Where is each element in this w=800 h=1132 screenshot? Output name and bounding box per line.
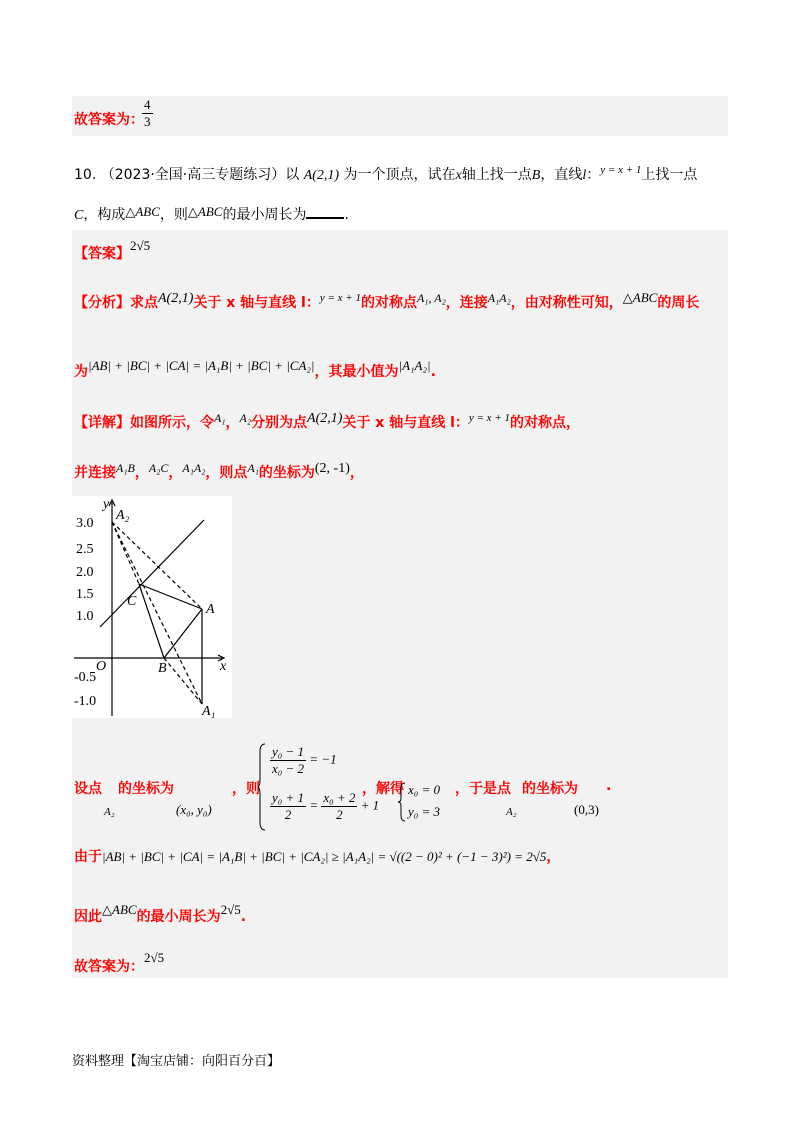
solve-coord: (x₀, y₀) <box>176 802 212 817</box>
analysis-t1: 关于 x 轴与直线 l： <box>193 295 320 311</box>
tick-2-5: 2.5 <box>76 542 94 557</box>
solution-x0: x₀ = 0 <box>408 782 441 797</box>
label-b: B <box>158 661 167 676</box>
solve-t4: ，解得 <box>362 781 404 797</box>
answer-line <box>74 238 150 263</box>
eq1-rhs: = −1 <box>309 751 337 767</box>
eq2-num2: x₀ + 2 <box>323 790 356 805</box>
q-text-9: . <box>344 207 349 223</box>
hence-tri: △ABC <box>102 902 137 917</box>
hence-val: 2√5 <box>220 902 241 917</box>
analysis-point-a: A(2,1) <box>158 291 194 306</box>
tick-neg-0-5: -0.5 <box>74 670 97 685</box>
detail-line-eq: y = x + 1 <box>468 412 510 424</box>
analysis-seg: A₁A₂ <box>487 291 511 305</box>
equation-1 <box>270 744 337 777</box>
point-a: A(2,1) <box>303 168 340 183</box>
tick-1-0: 1.0 <box>76 609 94 624</box>
detail-t4: 并连接 <box>74 465 116 481</box>
solve-t5: ，于是点 <box>455 781 511 797</box>
solve-a2b: A₂ <box>506 806 517 818</box>
eq2-den2: 2 <box>336 807 343 822</box>
prev-answer-label: 故答案为： <box>74 112 144 128</box>
hence-line <box>74 896 246 931</box>
analysis-eq: |AB| + |BC| + |CA| = |A₁B| + |BC| + |CA₂| <box>88 358 315 373</box>
solve-t6: 的坐标为 <box>522 781 578 797</box>
detail-t3: 的对称点， <box>510 415 580 431</box>
var-x: x <box>455 168 462 183</box>
analysis-t7: ，其最小值为 <box>314 364 399 380</box>
analysis-t4: ，由对称性可知， <box>510 295 623 311</box>
var-b: B <box>531 168 541 183</box>
question-number: 10. <box>74 167 97 183</box>
detail-coord: (2, -1) <box>314 461 350 476</box>
var-c: C <box>74 208 84 223</box>
solve-t7: . <box>606 778 612 794</box>
solve-a2: A₂ <box>104 806 115 818</box>
analysis-t5: 的周长 <box>657 295 700 311</box>
analysis-label: 【分析】求点 <box>74 295 158 311</box>
detail-t7: ， <box>349 465 364 481</box>
prev-answer-den: 3 <box>144 114 151 129</box>
analysis-tri: △ABC <box>622 290 658 305</box>
detail-t1: 分别为点 <box>251 415 308 431</box>
eq1-den: x₀ − 2 <box>272 761 305 776</box>
answer-blank <box>306 205 344 219</box>
analysis-line-eq: y = x + 1 <box>319 292 361 304</box>
eq2-num: y₀ + 1 <box>272 790 305 805</box>
analysis-points: A₁, A₂ <box>416 291 446 305</box>
since-line <box>74 846 560 866</box>
q-text-2: 轴上找一点 <box>461 167 532 183</box>
solve-t1: 设点 <box>74 781 102 797</box>
analysis-line1 <box>74 284 699 317</box>
eq1-num: y₀ − 1 <box>272 744 305 759</box>
since-t1: 由于 <box>74 849 102 865</box>
detail-a1b: A₁ <box>247 461 259 475</box>
hence-t1: 因此 <box>74 909 102 925</box>
page-footer: 资料整理【淘宝店铺：向阳百分百】 <box>72 1054 281 1069</box>
axis-label-x: x <box>220 659 227 674</box>
q-text-3: ，直线 <box>540 167 583 183</box>
since-t2: ， <box>546 849 561 865</box>
detail-seg3: A₁A₂ <box>182 461 206 475</box>
final-label: 故答案为： <box>74 959 144 975</box>
since-eq: |AB| + |BC| + |CA| = |A₁B| + |BC| + |CA₂| ≥ |A₁A₂| = √((2 − 0)² + (−1 − 3)²) = 2√5 <box>102 849 547 864</box>
hence-t2: 的最小周长为 <box>136 909 221 925</box>
detail-line2: 并连接A₁B，A₂C，A₁A₂，则点A₁的坐标为(2, -1)， <box>74 461 364 481</box>
axis-label-y: y <box>103 497 110 512</box>
eq2-rhs: + 1 <box>360 797 380 813</box>
label-a2: A₂ <box>116 508 130 523</box>
solution-brace <box>398 782 406 822</box>
solve-t3: ，则 <box>232 781 260 797</box>
solution-y0: y₀ = 3 <box>408 804 441 819</box>
analysis-t2: 的对称点 <box>360 295 417 311</box>
analysis-min: |A₁A₂| <box>398 358 431 373</box>
q-text-4: ： <box>586 167 601 183</box>
detail-label: 【详解】如图所示，令 <box>74 415 214 431</box>
triangle-abc: △ABC <box>125 204 160 219</box>
detail-seg2: A₂C <box>148 461 169 475</box>
q-text-8: 的最小周长为 <box>222 207 307 223</box>
prev-answer-block <box>72 96 728 136</box>
prev-answer-fraction <box>142 97 153 130</box>
answer-value: 2√5 <box>130 238 151 253</box>
detail-point-a: A(2,1) <box>307 411 343 426</box>
coordinate-graph <box>72 496 232 718</box>
tick-neg-1-0: -1.0 <box>74 694 97 709</box>
answer-label: 【答案】 <box>74 246 130 262</box>
label-a1: A₁ <box>202 704 216 718</box>
final-line <box>74 944 164 981</box>
tick-1-5: 1.5 <box>76 587 94 602</box>
q-text-7: ，则 <box>159 207 188 223</box>
question-10-line2 <box>74 198 349 230</box>
var-l: l <box>582 168 587 183</box>
detail-t6: 的坐标为 <box>258 465 315 481</box>
detail-seg1: A₁B <box>116 461 135 475</box>
question-10-line1 <box>74 156 734 190</box>
origin-label: O <box>96 659 107 674</box>
label-a: A <box>206 602 215 617</box>
final-val: 2√5 <box>144 950 165 965</box>
eq2-eq: = <box>309 797 319 813</box>
system-brace <box>258 742 266 832</box>
analysis-t8: . <box>430 364 436 380</box>
detail-a2: A₂ <box>239 411 252 425</box>
q-text-6: ，构成 <box>83 207 126 223</box>
question-source: （2023·全国·高三专题练习）以 <box>100 167 300 183</box>
solve-res: (0,3) <box>574 802 599 817</box>
eq2-den: 2 <box>284 807 292 822</box>
detail-a1: A₁ <box>214 411 226 425</box>
label-c: C <box>127 594 137 609</box>
analysis-t6: 为 <box>74 364 88 380</box>
tick-2-0: 2.0 <box>76 565 94 580</box>
analysis-line2 <box>74 352 436 386</box>
detail-comma: ， <box>225 415 240 431</box>
detail-t5: ，则点 <box>205 465 248 481</box>
line-eq: y = x + 1 <box>600 164 642 176</box>
q-text-5: 上找一点 <box>641 167 698 183</box>
hence-t3: . <box>240 909 247 925</box>
solve-t2: 的坐标为 <box>118 781 174 797</box>
q-text-1: 为一个顶点，试在 <box>343 167 456 183</box>
detail-t2: 关于 x 轴与直线 l： <box>342 415 469 431</box>
prev-answer-num: 4 <box>144 97 151 112</box>
tick-3-0: 3.0 <box>76 516 94 531</box>
analysis-t3: ，连接 <box>445 295 488 311</box>
detail-line1 <box>74 404 580 437</box>
triangle-abc-2: △ABC <box>187 204 223 219</box>
